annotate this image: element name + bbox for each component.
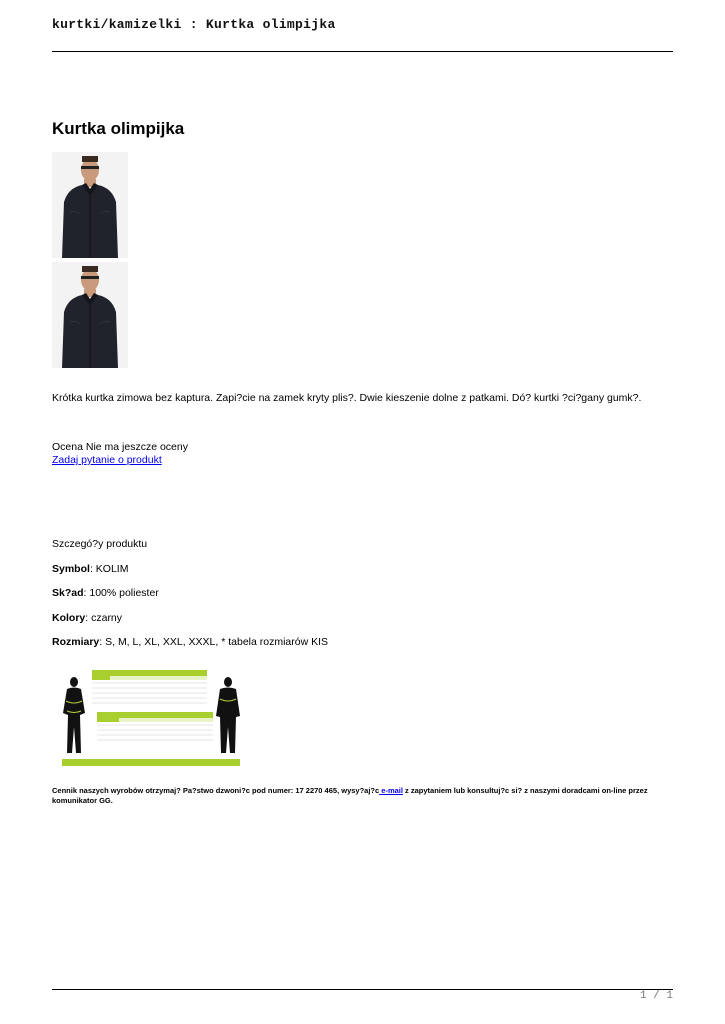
detail-value: : S, M, L, XL, XXL, XXXL, * tabela rozmiarów KIS [99, 636, 329, 648]
document-header: kurtki/kamizelki : Kurtka olimpijka [52, 17, 336, 32]
detail-value: : 100% poliester [83, 587, 159, 599]
contact-text-after: z zapytaniem lub konsultuj?c si? z naszymi doradcami on-line przez komunikator GG. [52, 786, 648, 805]
detail-value: : KOLIM [89, 563, 129, 575]
detail-colors [52, 612, 122, 625]
product-description: Krótka kurtka zimowa bez kaptura. Zapi?cie na zamek kryty plis?. Dwie kieszenie dolne z patkami. Dó? kurtki ?ci?gany gumk?. [52, 392, 642, 404]
rating-line [52, 441, 188, 454]
ask-question-link[interactable]: Zadaj pytanie o produkt [52, 454, 162, 466]
header-divider [52, 51, 673, 52]
email-link[interactable]: e-mail [379, 786, 403, 795]
detail-label: Sk?ad [52, 587, 84, 599]
contact-text-before: Cennik naszych wyrobów otrzymaj? Pa?stwo dzwoni?c pod numer: 17 2270 465, wysy?aj?c [52, 786, 380, 795]
details-heading: Szczegó?y produktu [52, 538, 148, 550]
detail-label: Kolory [52, 612, 86, 624]
detail-sizes [52, 636, 328, 649]
product-title: Kurtka olimpijka [52, 119, 185, 138]
detail-label: Symbol [52, 563, 90, 575]
detail-composition [52, 587, 159, 600]
rating-value: Nie ma jeszcze oceny [85, 441, 188, 453]
product-photo-front[interactable] [52, 152, 128, 258]
rating-label: Ocena [52, 441, 83, 453]
contact-paragraph [52, 786, 672, 806]
detail-value: : czarny [85, 612, 123, 624]
product-photo-back[interactable] [52, 262, 128, 368]
footer-divider [52, 989, 673, 990]
detail-label: Rozmiary [52, 636, 100, 648]
page-number: 1 / 1 [639, 990, 673, 1002]
size-chart-image[interactable] [52, 661, 242, 769]
detail-symbol [52, 563, 128, 576]
